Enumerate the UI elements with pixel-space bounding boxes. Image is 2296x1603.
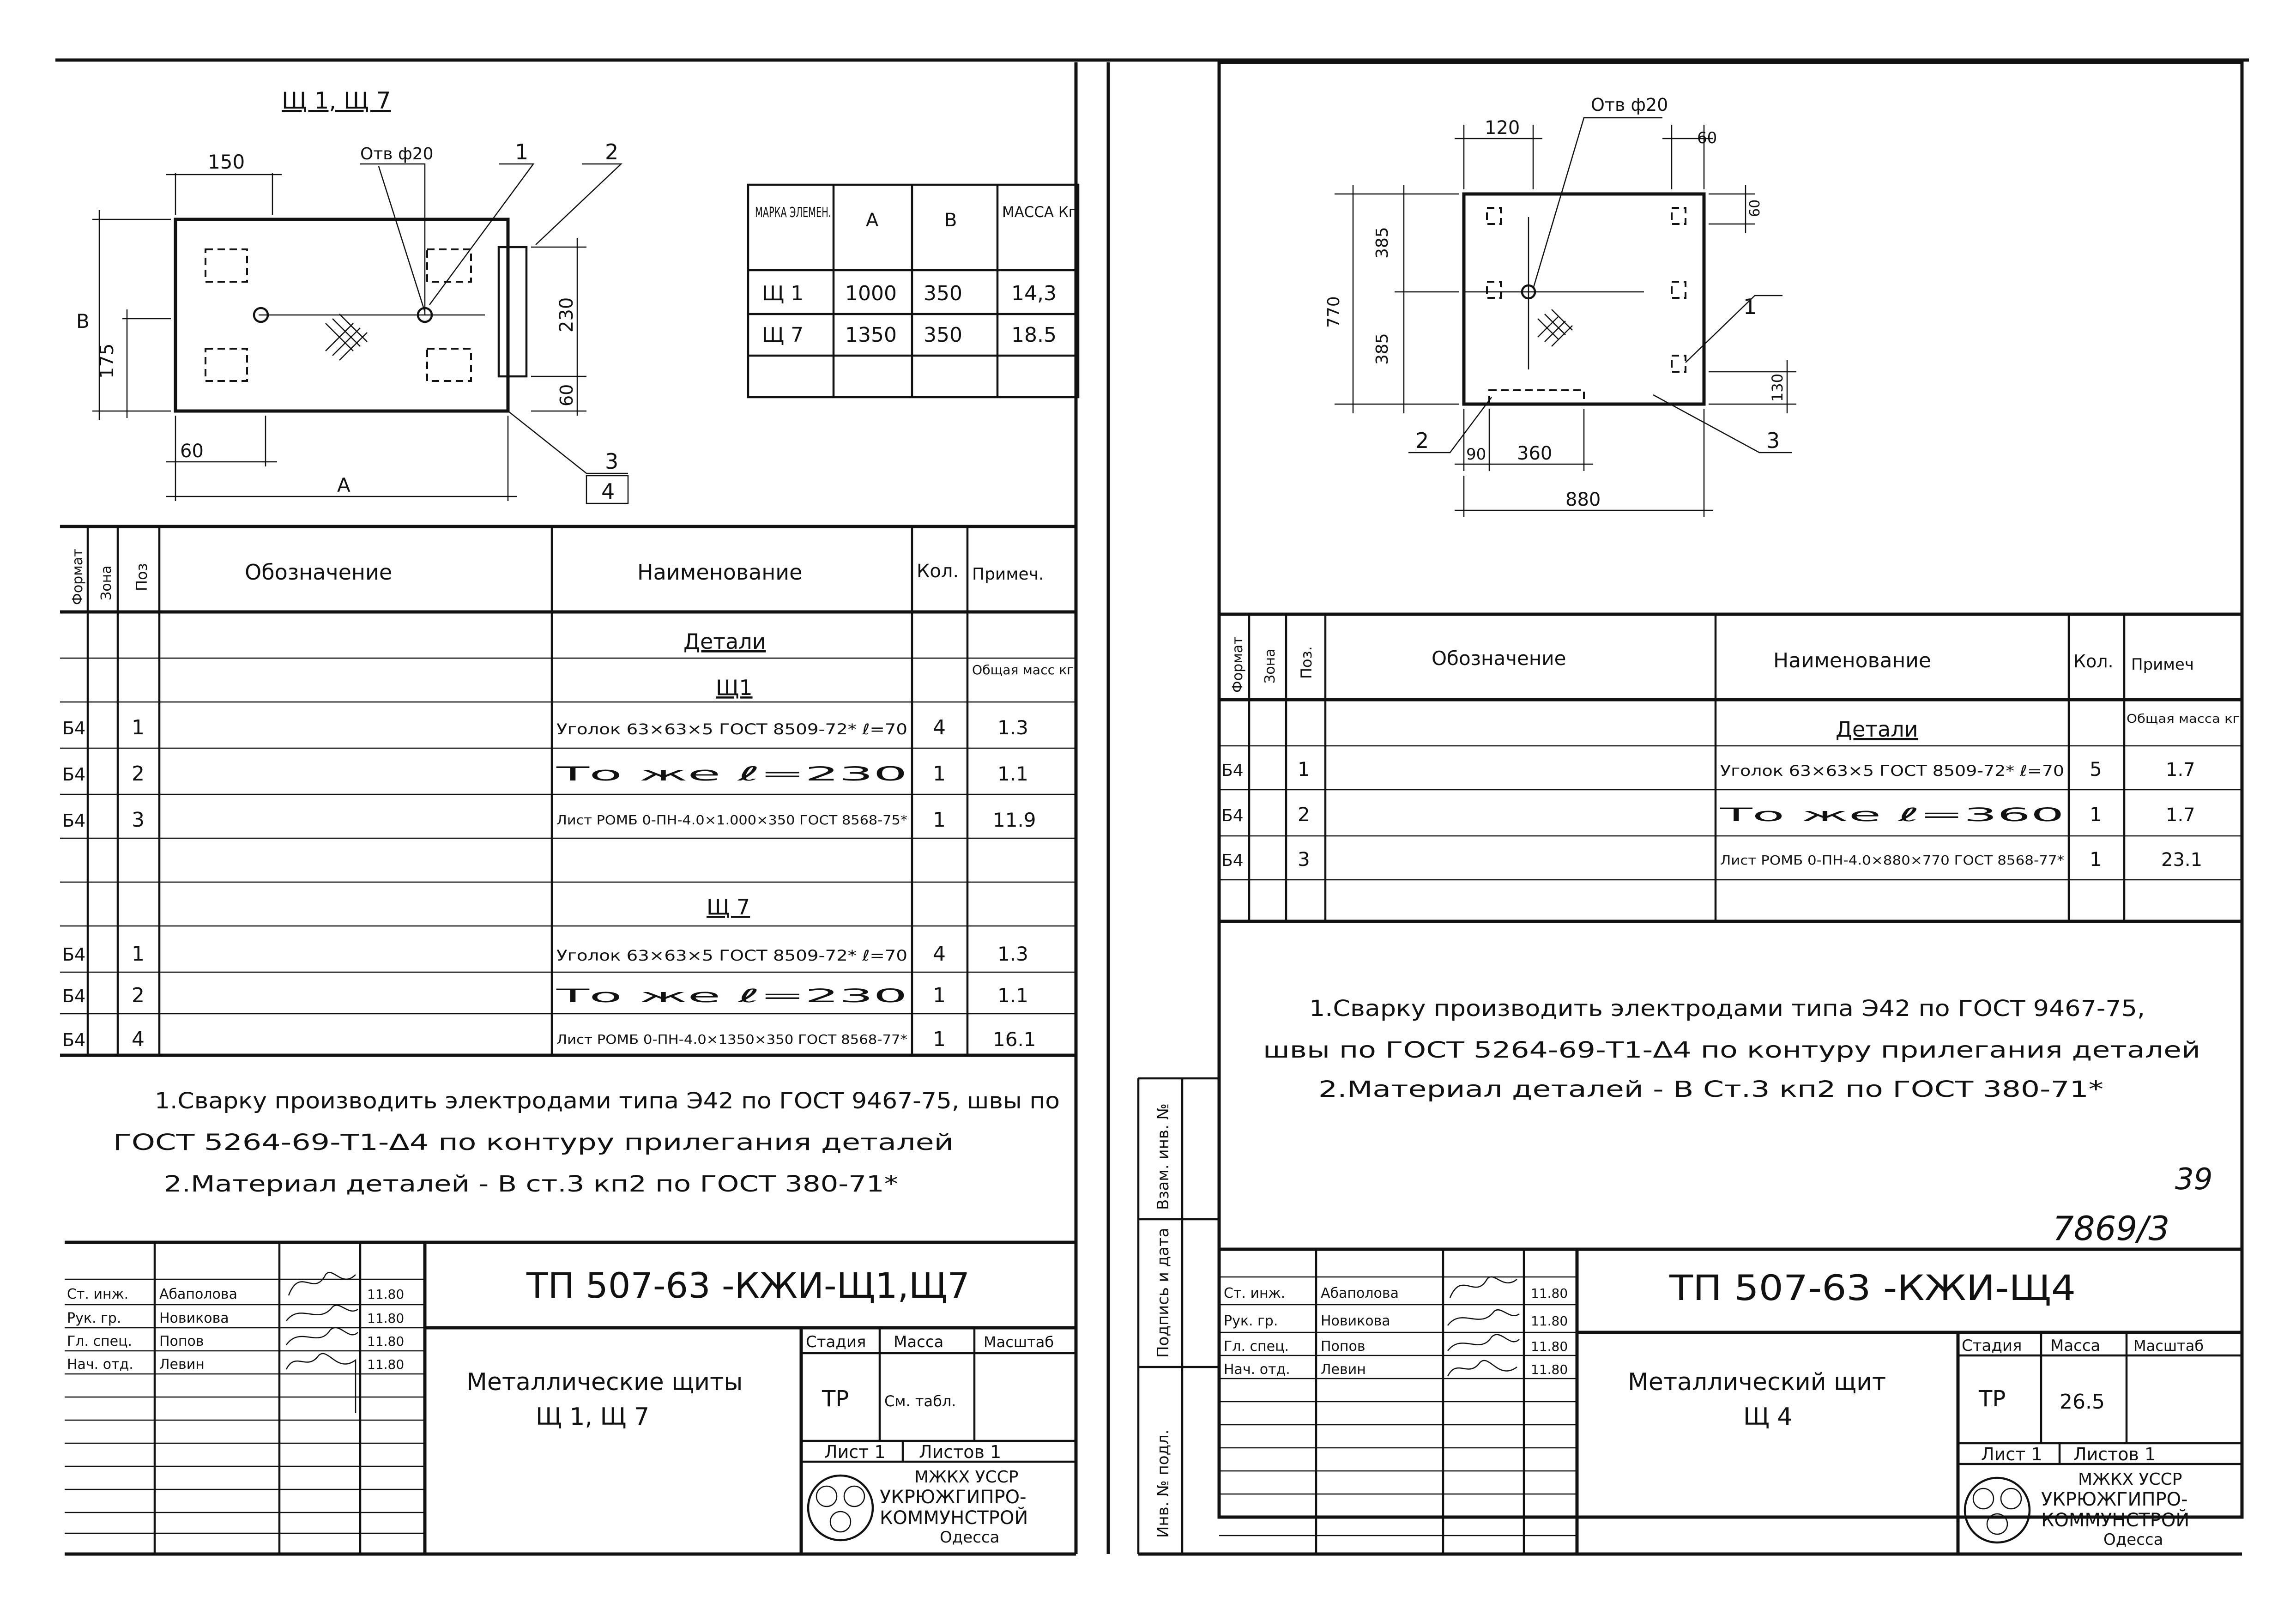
mark-table-header-mass: МАССА Кг (1002, 203, 1076, 221)
mark-table-cell: 1000 (845, 282, 897, 305)
dim-60-top: 60 (1697, 129, 1717, 147)
dim-60-right: 60 (556, 384, 577, 406)
right-note-line: 2.Материал деталей - В Ст.3 кп2 по ГОСТ 380-71* (1318, 1077, 2103, 1102)
callout-4: 4 (601, 479, 615, 504)
spec-cell-name: Лист РОМБ 0-ПН-4.0×1.000×350 ГОСТ 8568-75* (556, 812, 907, 828)
rhomb-hatch-right (1538, 309, 1572, 346)
right-callout-3: 3 (1766, 428, 1780, 453)
spec-header-name: Наименование (1773, 649, 1931, 672)
left-role-date: 11.80 (367, 1334, 405, 1349)
spec-cell-qty: 1 (933, 808, 946, 832)
mark-table-header-a: А (866, 210, 879, 231)
right-role-name: Левин (1321, 1361, 1366, 1378)
spec-cell-note: 1.1 (997, 762, 1028, 785)
left-role-name: Абаполова (159, 1286, 237, 1302)
left-hole-label: Отв ф20 (360, 145, 434, 163)
right-callout-2: 2 (1415, 428, 1429, 453)
spec-cell-note: 23.1 (2161, 849, 2203, 871)
spec-cell-qty: 1 (933, 984, 946, 1007)
left-title-block (65, 1242, 1076, 1554)
mark-table-header-mark: МАРКА ЭЛЕМЕН. (755, 205, 831, 221)
left-org-line: Одесса (940, 1528, 1000, 1547)
spec-section-details: Детали (683, 629, 766, 654)
left-mass-value: См. табл. (884, 1392, 956, 1410)
spec-note-total-mass: Общая масс кг (972, 662, 1074, 677)
archive-number: 7869/3 (2053, 1209, 2170, 1248)
spec-note-total-mass: Общая масса кг (2127, 712, 2240, 726)
right-role-name: Новикова (1321, 1313, 1390, 1329)
side-stamp-label: Инв. № подл. (1154, 1429, 1172, 1538)
left-title-line2: Щ 1, Щ 7 (536, 1403, 650, 1431)
left-notes (113, 1088, 1060, 1197)
spec-cell-qty: 4 (933, 716, 946, 739)
spec-cell-format: Б4 (1221, 851, 1244, 870)
spec-cell-pos: 3 (1298, 848, 1310, 871)
spec-cell-pos: 2 (132, 984, 145, 1007)
right-role-label: Гл. спец. (1224, 1338, 1289, 1355)
left-org-line: МЖКХ УССР (914, 1468, 1019, 1487)
right-role-name: Попов (1321, 1338, 1366, 1355)
spec-header-name: Наименование (637, 560, 803, 585)
dim-880: 880 (1565, 489, 1601, 510)
mark-table-cell: Щ 1 (762, 282, 804, 305)
mark-table-cell: 350 (924, 323, 962, 347)
spec-cell-format: Б4 (62, 811, 86, 831)
left-org-line: УКРЮЖГИПРО- (880, 1487, 1027, 1508)
side-stamp-label: Подпись и дата (1154, 1228, 1172, 1358)
left-title-code: ТП 507-63 -КЖИ-Щ1,Щ7 (526, 1265, 970, 1306)
spec-header-designation: Обозначение (1432, 647, 1566, 670)
right-org-line: Одесса (2103, 1530, 2163, 1549)
spec-cell-pos: 1 (1298, 758, 1310, 780)
right-org-line: УКРЮЖГИПРО- (2041, 1489, 2188, 1510)
right-title-block (1219, 1249, 2242, 1554)
spec-header-format: Формат (70, 549, 86, 605)
left-stage-value: ТР (822, 1386, 849, 1412)
spec-cell-format: Б4 (62, 718, 86, 738)
spec-cell-pos: 2 (132, 762, 145, 786)
spec-header-designation: Обозначение (245, 560, 393, 585)
spec-cell-name: То же ℓ=230 (555, 986, 907, 1007)
dim-150: 150 (208, 151, 245, 173)
right-role-date: 11.80 (1531, 1339, 1568, 1354)
org-logo (1965, 1478, 2030, 1543)
dim-90: 90 (1466, 445, 1486, 464)
right-sheet: Лист 1 (1981, 1444, 2042, 1464)
left-role-name: Новикова (159, 1310, 229, 1326)
left-signatures (286, 1272, 358, 1413)
spec-cell-note: 1.3 (997, 943, 1028, 965)
left-mass-label: Масса (894, 1333, 944, 1351)
left-plate-drawing (76, 87, 628, 504)
spec-header-pos: Поз. (1298, 646, 1315, 679)
right-role-date: 11.80 (1531, 1313, 1568, 1329)
spec-header-qty: Кол. (2073, 651, 2114, 671)
spec-cell-pos: 3 (132, 808, 145, 832)
right-org-line: КОММУНСТРОЙ (2041, 1510, 2190, 1531)
callout-1: 1 (515, 139, 529, 164)
rhomb-hatch (326, 314, 367, 360)
mark-table-cell: 18.5 (1011, 323, 1057, 347)
right-mass-label: Масса (2050, 1337, 2101, 1355)
right-role-name: Абаполова (1321, 1285, 1399, 1301)
org-logo (808, 1476, 873, 1540)
left-role-name: Левин (159, 1356, 205, 1373)
right-notes (1263, 996, 2212, 1248)
mark-table-cell: 14,3 (1011, 282, 1057, 305)
left-sheet: Лист 1 (824, 1442, 886, 1462)
right-role-label: Нач. отд. (1224, 1361, 1290, 1378)
right-scale-label: Масштаб (2133, 1337, 2204, 1355)
spec-cell-qty: 1 (933, 1028, 946, 1051)
dim-60-side: 60 (1747, 199, 1763, 217)
spec-cell-qty: 1 (933, 762, 946, 786)
dim-120: 120 (1485, 117, 1520, 139)
right-role-date: 11.80 (1531, 1286, 1568, 1301)
right-role-label: Рук. гр. (1224, 1313, 1278, 1329)
right-sheets: Листов 1 (2073, 1444, 2156, 1464)
left-sheets: Листов 1 (919, 1442, 1002, 1462)
dim-360: 360 (1517, 443, 1553, 464)
left-role-label: Рук. гр. (67, 1310, 121, 1326)
right-note-line: 1.Сварку производить электродами типа Э42 по ГОСТ 9467-75, (1309, 996, 2145, 1022)
spec-cell-format: Б4 (62, 764, 86, 785)
spec-header-pos: Поз (133, 563, 151, 591)
right-role-date: 11.80 (1531, 1362, 1568, 1377)
right-callout-1: 1 (1743, 294, 1757, 319)
page-number: 39 (2175, 1162, 2213, 1197)
spec-header-format: Формат (1230, 636, 1246, 693)
right-role-label: Ст. инж. (1224, 1285, 1286, 1301)
spec-cell-note: 16.1 (993, 1028, 1036, 1051)
dim-175: 175 (97, 343, 118, 379)
spec-cell-name: Уголок 63×63×5 ГОСТ 8509-72* ℓ=70 (1720, 762, 2064, 780)
left-note-line: 2.Материал деталей - В ст.3 кп2 по ГОСТ 380-71* (164, 1171, 898, 1197)
side-stamp-label: Взам. инв. № (1154, 1103, 1172, 1210)
spec-cell-qty: 4 (933, 942, 946, 966)
left-role-date: 11.80 (367, 1357, 405, 1372)
spec-cell-name: Уголок 63×63×5 ГОСТ 8509-72* ℓ=70 (556, 720, 907, 738)
spec-cell-qty: 1 (2090, 803, 2102, 826)
dim-385-top: 385 (1373, 227, 1392, 259)
right-title-line1: Металлический щит (1628, 1368, 1886, 1396)
left-title-line1: Металлические щиты (466, 1368, 743, 1396)
left-role-label: Нач. отд. (67, 1356, 133, 1373)
spec-cell-pos: 1 (132, 716, 145, 739)
left-scale-label: Масштаб (984, 1333, 1054, 1351)
mark-table-cell: 1350 (845, 323, 897, 347)
spec-cell-name: То же ℓ=230 (555, 762, 907, 785)
left-drawing-title: Щ 1, Щ 7 (282, 87, 391, 114)
left-org-line: КОММУНСТРОЙ (880, 1507, 1028, 1529)
spec-cell-name: Уголок 63×63×5 ГОСТ 8509-72* ℓ=70 (556, 947, 907, 964)
spec-cell-format: Б4 (62, 986, 86, 1006)
spec-header-note: Примеч (2131, 655, 2194, 674)
spec-header-zone: Зона (1262, 648, 1278, 684)
mark-table-cell: Щ 7 (762, 323, 804, 347)
right-signatures (1448, 1277, 1519, 1376)
dim-b: В (76, 310, 90, 333)
spec-cell-name: Лист РОМБ 0-ПН-4.0×880×770 ГОСТ 8568-77* (1720, 853, 2064, 868)
dim-a: А (337, 474, 350, 496)
right-plate-drawing (1324, 95, 1796, 517)
spec-header-note: Примеч. (972, 565, 1044, 584)
spec-cell-note: 1.7 (2166, 805, 2195, 826)
right-mass-value: 26.5 (2060, 1390, 2105, 1414)
spec-cell-format: Б4 (1221, 806, 1244, 825)
spec-cell-pos: 4 (132, 1028, 145, 1051)
spec-cell-pos: 1 (132, 942, 145, 966)
spec-section-shch1: Щ1 (716, 675, 753, 700)
dim-385-bottom: 385 (1373, 333, 1392, 365)
mark-table (748, 185, 1078, 397)
mark-table-header-b: В (944, 210, 957, 231)
callout-3: 3 (605, 449, 619, 474)
left-role-date: 11.80 (367, 1287, 405, 1302)
spec-cell-qty: 5 (2090, 758, 2102, 780)
side-stamp (1154, 1103, 1172, 1538)
dim-130: 130 (1769, 373, 1786, 402)
spec-cell-note: 1.3 (997, 716, 1028, 739)
spec-cell-note: 11.9 (993, 809, 1036, 831)
spec-header-qty: Кол. (917, 561, 959, 582)
dim-230: 230 (556, 297, 577, 333)
right-note-line: швы по ГОСТ 5264-69-Т1-Δ4 по контуру прилегания деталей (1263, 1037, 2200, 1063)
spec-header-zone: Зона (98, 565, 115, 600)
left-role-label: Ст. инж. (67, 1286, 129, 1302)
dim-770: 770 (1324, 296, 1343, 328)
spec-cell-format: Б4 (62, 944, 86, 965)
right-stage-value: ТР (1979, 1386, 2006, 1412)
right-org-line: МЖКХ УССР (2078, 1470, 2182, 1489)
spec-cell-format: Б4 (62, 1030, 86, 1050)
spec-cell-pos: 2 (1298, 803, 1310, 826)
spec-cell-format: Б4 (1221, 761, 1244, 780)
right-spec-table (1219, 614, 2242, 921)
left-role-label: Гл. спец. (67, 1333, 133, 1349)
spec-cell-name: То же ℓ=360 (1719, 805, 2064, 826)
spec-cell-qty: 1 (2090, 848, 2102, 871)
spec-cell-note: 1.1 (997, 984, 1028, 1007)
right-title-line2: Щ 4 (1743, 1403, 1793, 1431)
callout-2: 2 (605, 139, 619, 164)
right-title-code: ТП 507-63 -КЖИ-Щ4 (1668, 1267, 2076, 1308)
spec-section-details: Детали (1836, 717, 1918, 742)
mark-table-cell: 350 (924, 282, 962, 305)
left-role-name: Попов (159, 1333, 204, 1349)
left-role-date: 11.80 (367, 1311, 405, 1326)
left-stage-label: Стадия (806, 1333, 866, 1351)
dim-60-bottom: 60 (180, 441, 204, 462)
left-note-line: ГОСТ 5264-69-Т1-Δ4 по контуру прилегания деталей (113, 1130, 954, 1155)
spec-section-shch7: Щ 7 (707, 895, 750, 919)
right-stage-label: Стадия (1962, 1337, 2022, 1355)
left-note-line: 1.Сварку производить электродами типа Э42 по ГОСТ 9467-75, швы по (155, 1088, 1060, 1114)
spec-cell-name: Лист РОМБ 0-ПН-4.0×1350×350 ГОСТ 8568-77* (556, 1032, 907, 1047)
left-spec-table (60, 526, 1076, 1055)
right-hole-label: Отв ф20 (1591, 95, 1668, 115)
spec-cell-note: 1.7 (2166, 759, 2195, 780)
